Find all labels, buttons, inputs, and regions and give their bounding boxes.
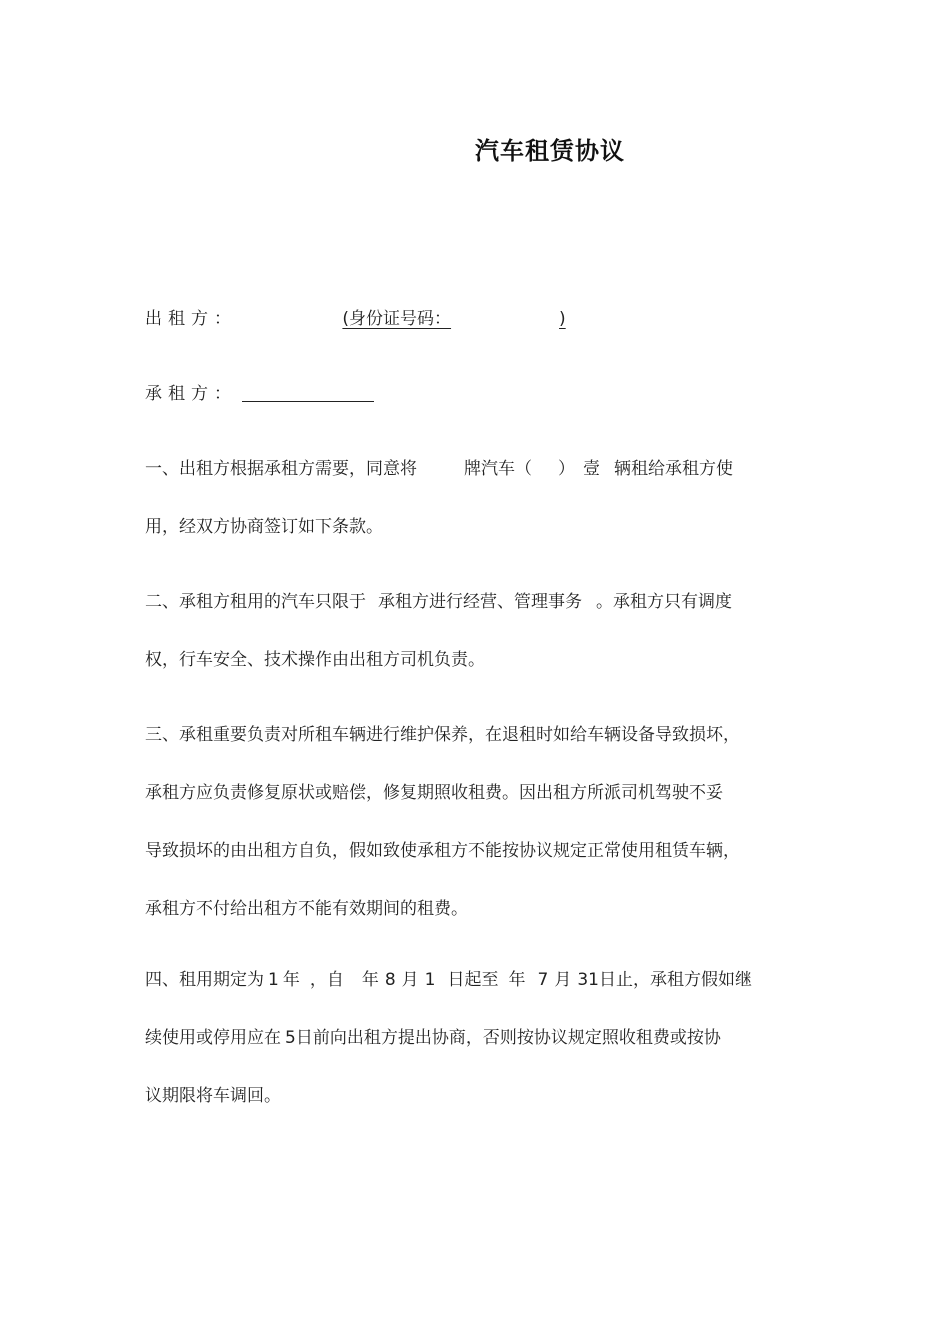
lessor-line: [145, 308, 566, 330]
clause4-text-d: ，自: [309, 970, 344, 990]
clause4-text-a: 四、租用期定为: [145, 970, 264, 990]
clause4-notice-days: 5: [285, 1028, 296, 1048]
lessor-id-open: (身份证号码：: [342, 309, 452, 329]
clause2-text-b: 承租方进行经营、管理事务: [378, 592, 582, 612]
clause4-text-l: 月: [554, 970, 572, 990]
clause2-text-c: 。承租方只有调度: [596, 592, 732, 612]
lessee-blank: [242, 383, 374, 402]
lessor-id-close: ): [559, 309, 566, 329]
lessee-line: [145, 383, 374, 405]
document-title: 汽车租赁协议: [475, 137, 625, 165]
clause4-text-n: 日止，承租方假如继: [598, 970, 752, 990]
clause4-end-day: 31: [577, 970, 599, 990]
lessor-label: 出租方：: [145, 309, 237, 329]
clause4-start-month: 8: [384, 970, 396, 990]
clause4-years: 1: [268, 970, 279, 990]
clause3-line2: 承租方应负责修复原状或赔偿，修复期照收租费。因出租方所派司机驾驶不妥: [145, 783, 723, 803]
clause4-text-g: 月: [401, 970, 419, 990]
lessor-fill-blank: [242, 309, 565, 329]
clause4-text-c: 年: [282, 970, 300, 990]
clause1-text-b: 牌汽车（: [464, 459, 532, 479]
clause4-line2-text-c: 日前向出租方提出协商，否则按协议规定照收租费或按协: [295, 1028, 721, 1048]
clause3-line4: 承租方不付给出租方不能有效期间的租费。: [145, 899, 468, 919]
clause4-line3: 议期限将车调回。: [145, 1086, 281, 1106]
clause1-line1: [145, 458, 733, 480]
clause2-line2: 权，行车安全、技术操作由出租方司机负责。: [145, 650, 485, 670]
lessee-label: 承租方：: [145, 384, 237, 404]
clause1-text-e: 辆租给承租方使: [614, 459, 733, 479]
clause4-start-day: 1: [424, 970, 436, 990]
clause4-line2: [145, 1027, 721, 1049]
clause1-line2: 用，经双方协商签订如下条款。: [145, 517, 383, 537]
clause4-text-j: 年: [508, 970, 526, 990]
clause3-line1: 三、承租重要负责对所租车辆进行维护保养，在退租时如给车辆设备导致损坏，: [145, 725, 740, 745]
clause2-line1: [145, 591, 732, 613]
clause1-text-c: ）: [558, 459, 575, 479]
clause4-text-i: 日起至: [447, 970, 499, 990]
clause1-text-a: 一、出租方根据承租方需要，同意将: [145, 459, 417, 479]
clause4-text-e: 年: [361, 970, 379, 990]
clause1-text-d: 壹: [583, 459, 600, 479]
clause4-line2-text-a: 续使用或停用应在: [145, 1028, 281, 1048]
clause4-line1: [145, 969, 752, 991]
clause4-end-month: 7: [537, 970, 549, 990]
clause3-line3: 导致损坏的由出租方自负，假如致使承租方不能按协议规定正常使用租赁车辆，: [145, 841, 740, 861]
clause2-text-a: 二、承租方租用的汽车只限于: [145, 592, 366, 612]
